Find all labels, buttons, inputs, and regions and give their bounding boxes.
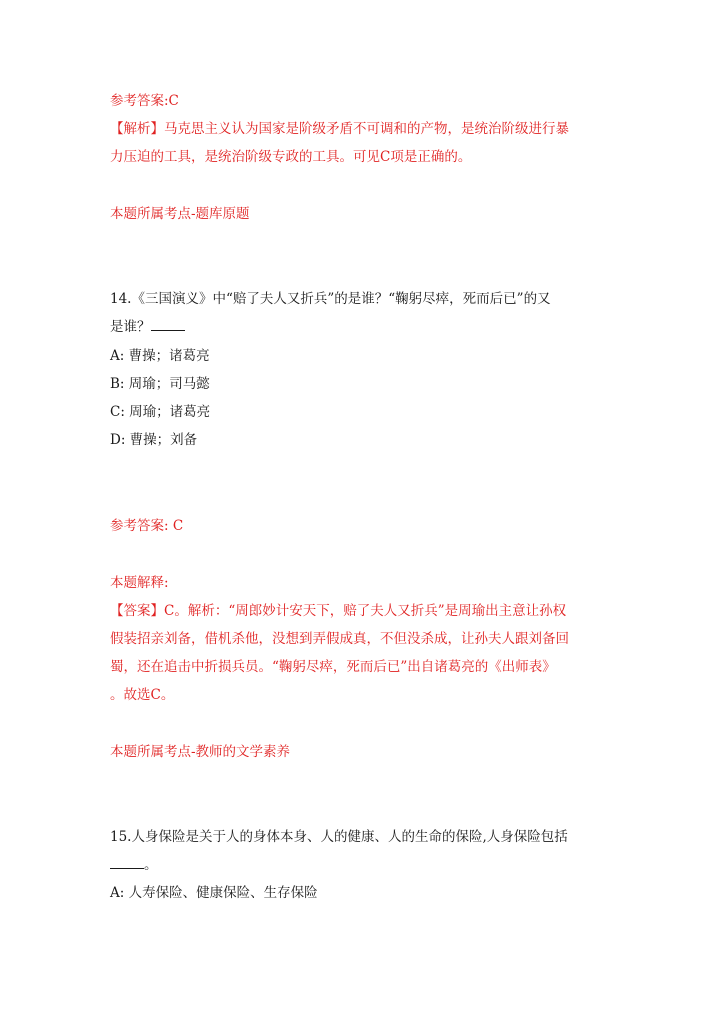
- q13-analysis-line2: 力压迫的工具，是统治阶级专政的工具。可见C项是正确的。: [110, 149, 472, 165]
- q14-topic: 本题所属考点-教师的文学素养: [110, 744, 291, 760]
- q13-answer: 参考答案:C: [110, 93, 179, 109]
- q14-question-line2: [110, 317, 185, 337]
- q15-option-a: A: 人寿保险、健康保险、生存保险: [110, 885, 318, 901]
- q14-option-a: A: 曹操；诸葛亮: [110, 348, 210, 364]
- q15-question-suffix: 。: [144, 857, 158, 873]
- q14-question-line1: 14.《三国演义》中“赔了夫人又折兵”的是谁？“鞠躬尽瘁，死而后已”的又: [110, 291, 551, 307]
- q14-question-text: 是谁？: [110, 319, 151, 335]
- q14-explain-title: 本题解释:: [110, 575, 169, 591]
- q13-analysis-line1: 【解析】马克思主义认为国家是阶级矛盾不可调和的产物，是统治阶级进行暴: [110, 121, 569, 137]
- answer-blank: [110, 856, 144, 869]
- answer-blank: [151, 318, 185, 331]
- q14-option-c: C: 周瑜；诸葛亮: [110, 404, 211, 420]
- q14-explain-line3: 蜀，还在追击中折损兵员。“鞠躬尽瘁，死而后已”出自诸葛亮的《出师表》: [110, 659, 556, 675]
- q14-explain-line2: 假装招亲刘备，借机杀他，没想到弄假成真，不但没杀成，让孙夫人跟刘备回: [110, 631, 569, 647]
- q13-topic: 本题所属考点-题库原题: [110, 206, 250, 222]
- q15-question-line1: 15.人身保险是关于人的身体本身、人的健康、人的生命的保险,人身保险包括: [110, 829, 568, 845]
- q14-option-b: B: 周瑜；司马懿: [110, 376, 210, 392]
- q14-option-d: D: 曹操；刘备: [110, 432, 198, 448]
- q15-question-line2: [110, 855, 158, 875]
- q14-explain-line4: 。故选C。: [110, 687, 175, 703]
- q14-answer: 参考答案: C: [110, 518, 184, 534]
- q14-explain-line1: 【答案】C。解析：“周郎妙计安天下，赔了夫人又折兵”是周瑜出主意让孙权: [110, 603, 567, 619]
